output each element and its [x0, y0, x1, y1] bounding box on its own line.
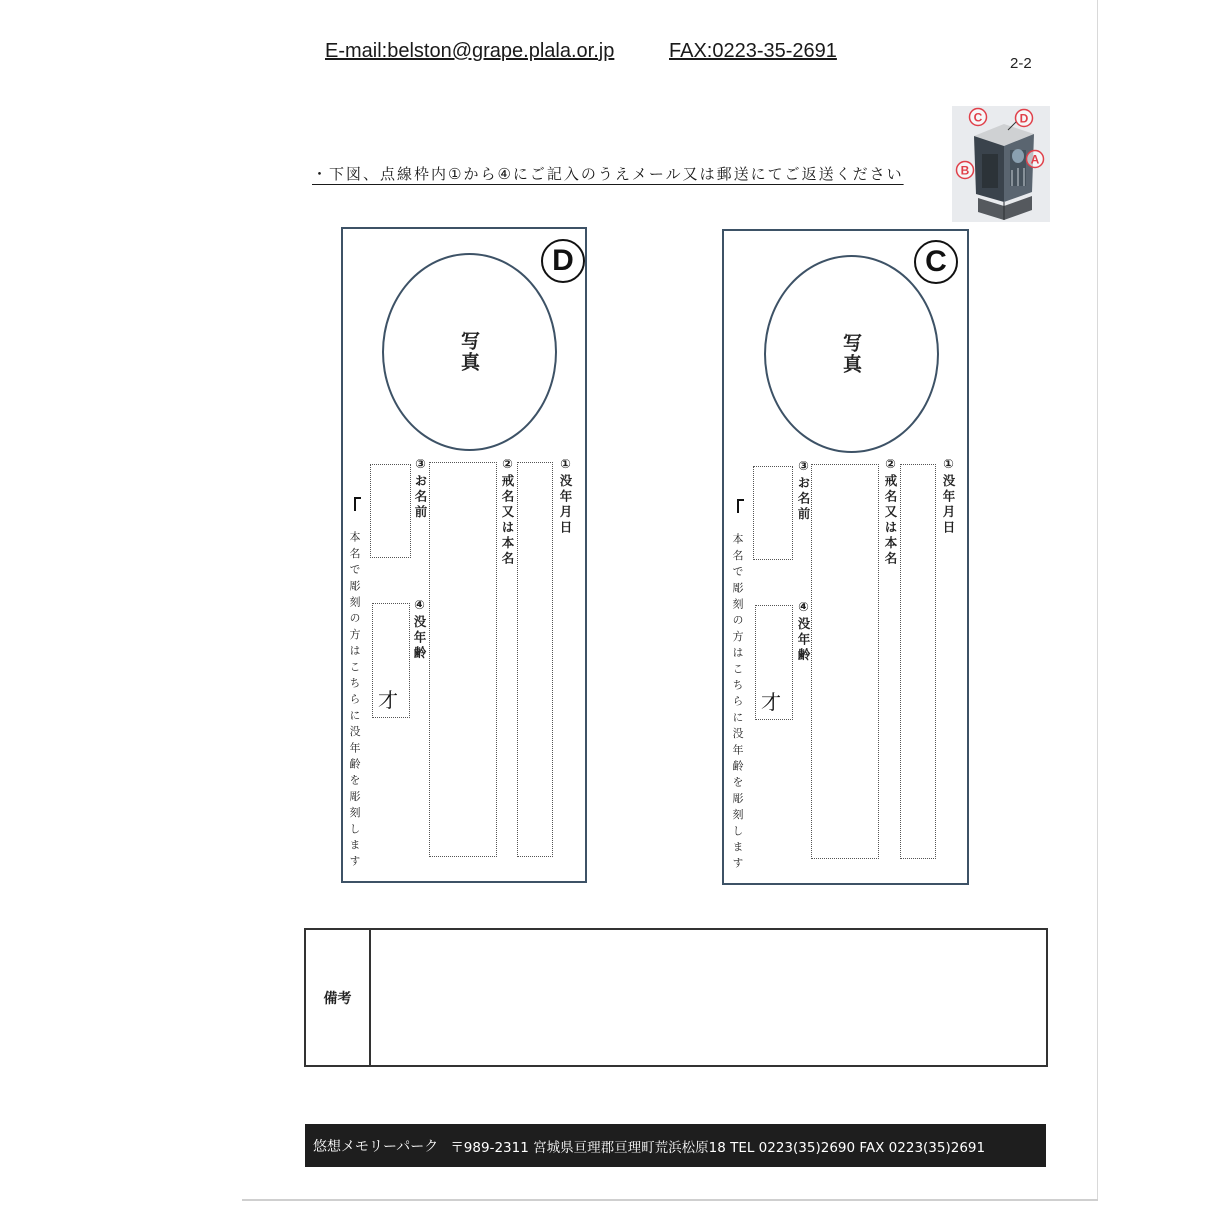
page-edge: [1097, 0, 1098, 1200]
name-field[interactable]: [753, 466, 793, 560]
face-letter-badge: C: [914, 240, 958, 284]
posthumous-name-field[interactable]: [429, 462, 497, 857]
death-date-field[interactable]: [900, 464, 936, 859]
face-label-b: [957, 162, 974, 179]
instruction-text: ・下図、点線枠内①から④にご記入のうえメール又は郵送にてご返送ください: [312, 165, 904, 183]
svg-text:D: D: [1019, 111, 1029, 126]
age-label: ④没年齢: [412, 597, 427, 662]
photo-label: 写真: [840, 333, 862, 375]
monument-photo: [952, 106, 1050, 222]
panel-c: [722, 229, 969, 885]
note-bracket: [354, 497, 361, 511]
age-label: ④没年齢: [796, 599, 811, 664]
photo-area[interactable]: [382, 253, 557, 451]
svg-text:C: C: [973, 110, 983, 125]
company-name: 悠想メモリーパーク: [313, 1138, 439, 1155]
svg-text:B: B: [960, 163, 970, 178]
svg-text:A: A: [1030, 152, 1040, 167]
posthumous-name-label: ②戒名又は本名: [883, 456, 898, 567]
death-date-field[interactable]: [517, 462, 553, 857]
death-date-label: ①没年月日: [558, 456, 573, 536]
remarks-label: 備考: [306, 930, 371, 1065]
remarks-field[interactable]: [371, 930, 1046, 1065]
age-unit: 才: [761, 690, 781, 714]
page-number: 2-2: [1010, 55, 1032, 72]
footer-bar: [305, 1124, 1046, 1167]
face-letter-badge: D: [541, 239, 585, 283]
age-engraving-note: 本名で彫刻の方はこちらに没年齢を彫刻します: [348, 531, 361, 872]
remarks-table: [304, 928, 1048, 1067]
company-address: 〒989-2311 宮城県亘理郡亘理町荒浜松原18 TEL 0223(35)2690 FAX 0223(35)2691: [450, 1139, 986, 1156]
face-label-a: [1027, 151, 1044, 168]
page-edge: [242, 1199, 1098, 1201]
posthumous-name-field[interactable]: [811, 464, 879, 859]
name-field[interactable]: [370, 464, 411, 558]
name-label: ③お名前: [796, 458, 811, 523]
photo-area[interactable]: [764, 255, 939, 453]
age-engraving-note: 本名で彫刻の方はこちらに没年齢を彫刻します: [731, 533, 744, 874]
panel-d: [341, 227, 587, 883]
face-label-d: [1016, 110, 1033, 127]
face-label-c: [970, 109, 987, 126]
death-date-label: ①没年月日: [941, 456, 956, 536]
age-unit: 才: [378, 688, 398, 712]
note-bracket: [737, 499, 744, 513]
name-label: ③お名前: [413, 456, 428, 521]
fax-number: FAX:0223-35-2691: [669, 40, 837, 62]
photo-label: 写真: [458, 331, 480, 373]
email-address: E-mail:belston@grape.plala.or.jp: [325, 40, 615, 62]
posthumous-name-label: ②戒名又は本名: [500, 456, 515, 567]
